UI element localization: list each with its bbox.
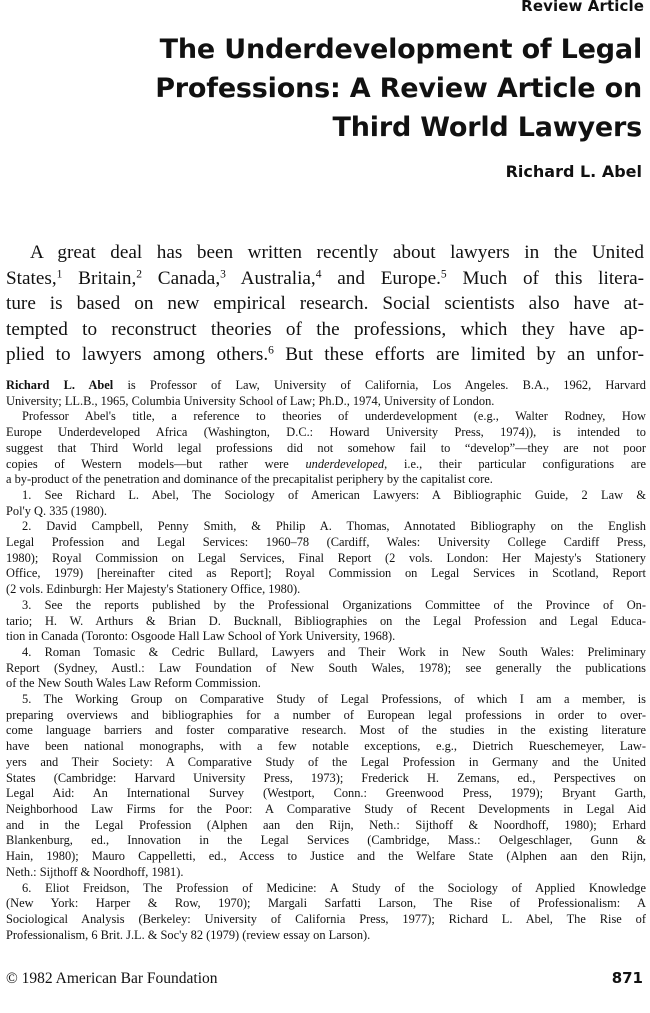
footnote-ref: 6: [268, 344, 274, 357]
body-line: plied to lawyers among others.$^6$ But these efforts are limited by an unfor-: [6, 344, 644, 365]
footnote-line: Professionalism, 6 Brit. J.L. & Soc'y 82 (1979) (review essay on Larson).: [6, 927, 371, 942]
footnote-line: University; LL.B., 1965, Columbia University School of Law; Ph.D., 1974, University of London.: [6, 393, 495, 408]
footnote-line: of the New South Wales Law Reform Commission.: [6, 676, 261, 691]
author-note: Richard L. Abel is Professor of Law, University of California, Los Angeles. B.A., 1962, Harvard: [6, 378, 646, 392]
body-line: States,$^1$ Britain,$^2$ Canada,$^3$ Australia,$^4$ and Europe.$^5$ Much of this litera-: [6, 267, 644, 289]
footnote-line: come language barriers and foster comparative research. Most of the studies in the existing literature: [6, 723, 646, 738]
footnote-line: tario; H. W. Arthurs & Brian D. Bucknall, Bibliographies on the Legal Profession and Legal Educa-: [6, 613, 646, 628]
footnote-line: copies of Western models—but rather were underdeveloped, i.e., their particular configurations are: [6, 456, 646, 471]
footnotes: [6, 378, 646, 943]
footnote-line: Report (Sydney, Austl.: Law Foundation of New South Wales, 1978); see generally the publications: [6, 660, 646, 675]
footnote-ref: 2: [136, 268, 143, 281]
footnote-line: Sociological Analysis (Berkeley: University of California Press, 1977); Richard L. Abel, The Rise of: [6, 911, 646, 926]
footnote-5: 5. The Working Group on Comparative Study of Legal Professions, of which I am a member, is: [22, 692, 646, 707]
footnote-line: (New York: Harper & Row, 1970); Margali Sarfatti Larson, The Rise of Professionalism: A: [6, 896, 646, 911]
footnote-3: 3. See the reports published by the Professional Organizations Committee of the Province of On-: [22, 597, 646, 612]
footnote-line: (2 vols. Edinburgh: Her Majesty's Stationery Office, 1980).: [6, 582, 301, 597]
footnote-line: Pol'y Q. 335 (1980).: [6, 503, 108, 518]
footnote-line: Europe Underdeveloped Africa (Washington, D.C.: Howard University Press, 1974)), is intended to: [6, 425, 646, 440]
footnote-6: 6. Eliot Freidson, The Profession of Medicine: A Study of the Sociology of Applied Knowledge: [22, 880, 646, 895]
footnote-line: Legal Aid: An International Survey (Westport, Conn.: Greenwood Press, 1979); Bryant Garth,: [6, 786, 646, 801]
body-paragraph: [6, 240, 644, 368]
section-label: Review Article: [521, 0, 644, 15]
footnote-line: Neth.: Sijthoff & Noordhoff, 1981).: [6, 864, 184, 879]
footnote-line: Hain, 1980); Mauro Cappelletti, ed., Access to Justice and the Welfare State (Alphen aan den Rijn,: [6, 849, 646, 864]
footnote-ref: 1: [56, 268, 63, 281]
footnote-ref: 5: [440, 268, 447, 281]
footnote-4: 4. Roman Tomasic & Cedric Bullard, Lawyers and Their Work in New South Wales: Preliminary: [22, 644, 646, 659]
footnote-line: a by-product of the penetration and dominance of the precapitalist periphery by the capitalist core.: [6, 472, 493, 487]
article-title: [82, 30, 642, 147]
footnote-line: Legal Profession and Legal Services: 1960–78 (Cardiff, Wales: University College Cardiff Press,: [6, 535, 646, 550]
body-line: tempted to reconstruct theories of the professions, which they have ap-: [6, 318, 644, 340]
footnote-ref: 4: [315, 268, 322, 281]
footnote-line: Neighborhood Law Firms for the Poor: A Comparative Study of Recent Developments in Legal Aid: [6, 801, 646, 816]
footnote-line: yers and Their Society: A Comparative Study of the Legal Profession in Germany and the United: [6, 754, 646, 769]
body-line: A great deal has been written recently about lawyers in the United: [30, 242, 644, 263]
footnote-2: 2. David Campbell, Penny Smith, & Philip A. Thomas, Annotated Bibliography on the English: [22, 519, 646, 534]
footnote-line: and in the Legal Profession (Alphen aan den Rijn, Neth.: Sijthoff & Noordhoff, 1980); Erhard: [6, 817, 646, 832]
title-line: Professions: A Review Article on: [155, 73, 642, 104]
footnote-line: preparing overviews and bibliographies for a number of European legal professions in order to over-: [6, 707, 646, 722]
footnote-1: 1. See Richard L. Abel, The Sociology of American Lawyers: A Bibliographic Guide, 2 Law &: [22, 487, 646, 502]
title-line: The Underdevelopment of Legal: [159, 34, 642, 65]
footnote-line: Office, 1979) [hereinafter cited as Report]; Royal Commission on Legal Services in Scotland, Report: [6, 566, 646, 581]
page-number: 871: [611, 969, 643, 987]
footnote-ref: 3: [220, 268, 226, 281]
title-line: Third World Lawyers: [332, 112, 642, 143]
footnote-line: States (Cambridge: Harvard University Press, 1973); Frederick H. Zemans, ed., Perspectives on: [6, 770, 646, 785]
author-byline: Richard L. Abel: [505, 162, 642, 181]
footnote-line: Blankenburg, ed., Innovation in the Legal Services (Cambridge, Mass.: Oelgeschlager, Gunn &: [6, 833, 646, 848]
body-line: ture is based on new empirical research. Social scientists also have at-: [6, 293, 644, 314]
footnote-line: suggest that Third World legal professions did not somehow fail to “develop”—they are not poor: [6, 440, 646, 455]
footnote-line: 1980); Royal Commission on Legal Services, Final Report (2 vols. London: Her Majesty's Stationery: [6, 550, 646, 565]
footnote-line: Professor Abel's title, a reference to theories of underdevelopment (e.g., Walter Rodney, How: [22, 409, 646, 424]
footnote-line: tion in Canada (Toronto: Osgoode Hall Law School of York University, 1968).: [6, 629, 396, 644]
author-note-name: Richard L. Abel: [6, 378, 114, 392]
copyright-notice: © 1982 American Bar Foundation: [6, 970, 218, 987]
footnote-line: have been national monographs, with a few notable exceptions, e.g., Dietrich Rueschemeyer, Law-: [6, 739, 646, 754]
